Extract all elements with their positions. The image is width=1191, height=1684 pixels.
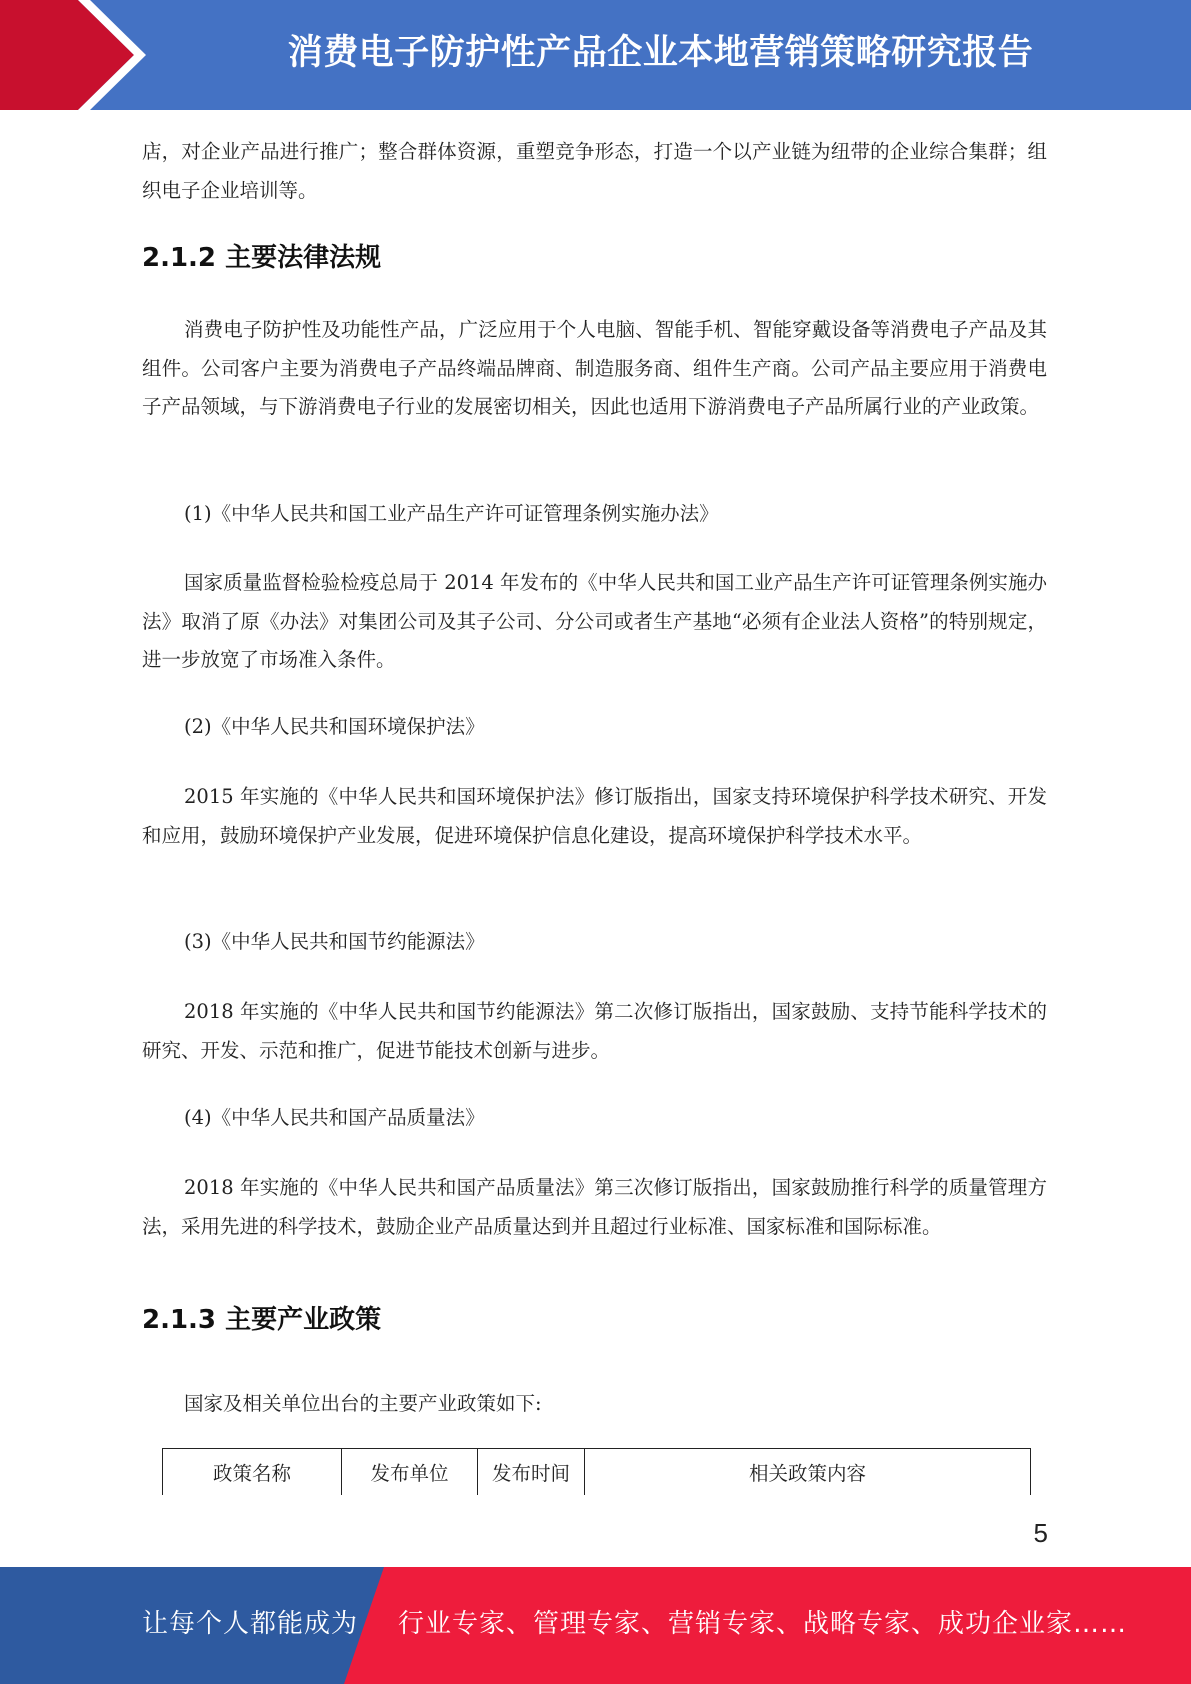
policy-table (162, 1448, 1031, 1495)
table-header-content: 相关政策内容 (585, 1449, 1031, 1496)
section-2-1-3-intro: 国家及相关单位出台的主要产业政策如下: (184, 1392, 542, 1415)
law-item-title-2: (2)《中华人民共和国环境保护法》 (184, 715, 485, 738)
table-header-date: 发布时间 (478, 1449, 585, 1496)
page-footer (0, 1567, 1191, 1684)
report-title: 消费电子防护性产品企业本地营销策略研究报告 (287, 33, 1034, 73)
law-item-text-4: 2018 年实施的《中华人民共和国产品质量法》第三次修订版指出，国家鼓励推行科学的质量管理方法，采用先进的科学技术，鼓励企业产品质量达到并且超过行业标准、国家标准和国际标准。 (142, 1176, 1047, 1238)
page-header (0, 0, 1191, 110)
table-header-policy-name: 政策名称 (163, 1449, 342, 1496)
intro-paragraph: 店，对企业产品进行推广；整合群体资源，重塑竞争形态，打造一个以产业链为纽带的企业综合集群；组织电子企业培训等。 (142, 140, 1047, 202)
table-header-row (163, 1449, 1031, 1496)
section-2-1-2-intro: 消费电子防护性及功能性产品，广泛应用于个人电脑、智能手机、智能穿戴设备等消费电子产品及其组件。公司客户主要为消费电子产品终端品牌商、制造服务商、组件生产商。公司产品主要应用于消费电子产品领域，与下游消费电子行业的发展密切相关，因此也适用下游消费电子产品所属行业的产业政策。 (142, 318, 1047, 418)
section-heading-2-1-3: 2.1.3 主要产业政策 (142, 1305, 382, 1335)
section-heading-2-1-2: 2.1.2 主要法律法规 (142, 243, 382, 273)
footer-slogan-right: 行业专家、管理专家、营销专家、战略专家、成功企业家…… (398, 1609, 1128, 1639)
law-item-title-3: (3)《中华人民共和国节约能源法》 (184, 930, 485, 953)
law-item-text-2: 2015 年实施的《中华人民共和国环境保护法》修订版指出，国家支持环境保护科学技术研究、开发和应用，鼓励环境保护产业发展，促进环境保护信息化建设，提高环境保护科学技术水平。 (142, 785, 1047, 847)
table-header-issuer: 发布单位 (342, 1449, 478, 1496)
footer-slogan-left: 让每个人都能成为 (142, 1609, 359, 1639)
law-item-title-1: (1)《中华人民共和国工业产品生产许可证管理条例实施办法》 (184, 502, 719, 525)
law-item-title-4: (4)《中华人民共和国产品质量法》 (184, 1106, 485, 1129)
law-item-text-1: 国家质量监督检验检疫总局于 2014 年发布的《中华人民共和国工业产品生产许可证管理条例实施办法》取消了原《办法》对集团公司及其子公司、分公司或者生产基地“必须有企业法人资格”的特别规定，进一步放宽了市场准入条件。 (142, 571, 1047, 671)
law-item-text-3: 2018 年实施的《中华人民共和国节约能源法》第二次修订版指出，国家鼓励、支持节能科学技术的研究、开发、示范和推广，促进节能技术创新与进步。 (142, 1000, 1047, 1062)
page-number: 5 (1033, 1518, 1048, 1548)
